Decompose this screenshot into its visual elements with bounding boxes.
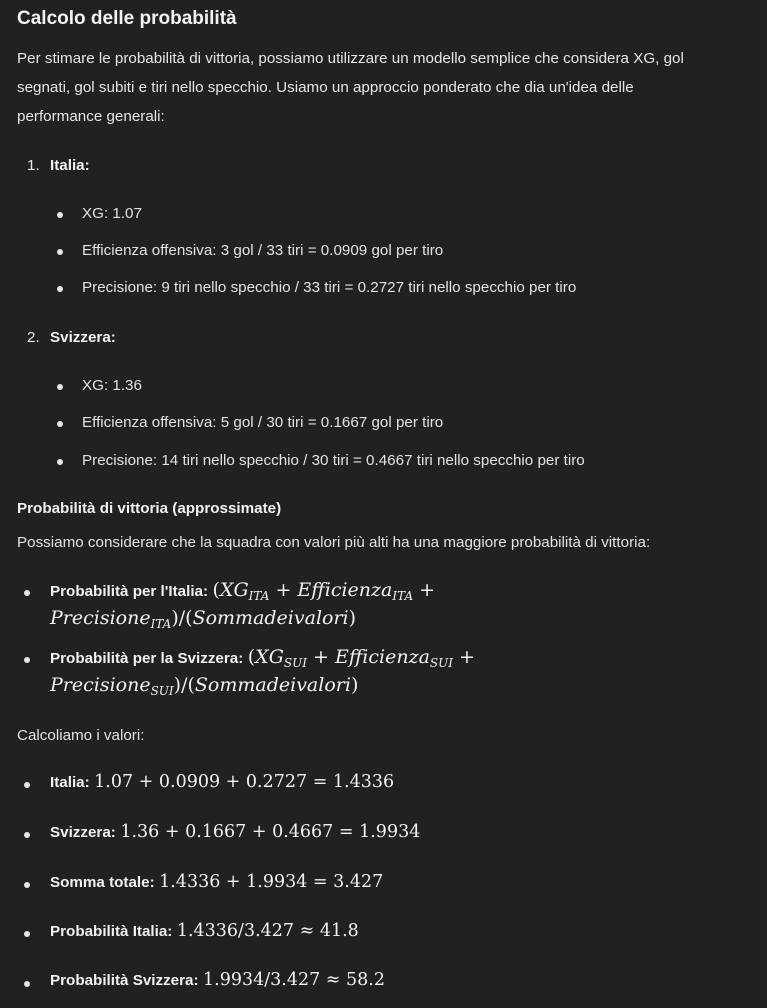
calc-expression: 1.4336/3.427 ≈ 41.8 [176, 921, 359, 941]
formula-expression-cont: Precisione$_{SUI}$)/(Sommadeivalori) [50, 674, 359, 698]
formula-label: Probabilità per la Svizzera: [50, 650, 244, 667]
formula-expression: ($XG_{ITA}$ + Efficienza$_{ITA}$ + [212, 579, 436, 603]
bullet-icon [57, 384, 63, 390]
calc-expression: 1.4336 + 1.9934 = 3.427 [159, 872, 384, 892]
bullet-icon [24, 782, 30, 788]
list-item: Efficienza offensiva: 5 gol / 30 tiri = 0.1667 gol per tiro [82, 414, 444, 431]
calc-intro: Calcoliamo i valori: [17, 727, 145, 744]
formula-expression-cont: Precisione$_{ITA}$)/(Sommadeivalori) [50, 607, 357, 631]
calc-expression: 1.36 + 0.1667 + 0.4667 = 1.9934 [120, 822, 421, 842]
team-name-svizzera: Svizzera: [50, 329, 116, 346]
list-number: 1. [27, 157, 40, 174]
bullet-icon [24, 981, 30, 987]
bullet-icon [57, 286, 63, 292]
bullet-icon [57, 459, 63, 465]
calc-somma [50, 872, 383, 892]
bullet-icon [24, 882, 30, 888]
calc-prob-italia [50, 921, 359, 941]
calc-italia [50, 772, 394, 792]
bullet-icon [57, 249, 63, 255]
list-item: XG: 1.07 [82, 205, 142, 222]
formula-label: Probabilità per l'Italia: [50, 583, 209, 600]
subsection-title: Probabilità di vittoria (approssimate) [17, 500, 282, 517]
list-item: Efficienza offensiva: 3 gol / 33 tiri = 0.0909 gol per tiro [82, 242, 444, 259]
bullet-icon [24, 832, 30, 838]
list-item: Precisione: 9 tiri nello specchio / 33 tiri = 0.2727 tiri nello specchio per tiro [82, 279, 577, 296]
calc-label: Probabilità Svizzera: [50, 972, 199, 989]
calc-expression: 1.07 + 0.0909 + 0.2727 = 1.4336 [94, 772, 395, 792]
calc-svizzera [50, 822, 420, 842]
formula-italia [50, 579, 435, 603]
calc-label: Italia: [50, 774, 90, 791]
intro-line-2: segnati, gol subiti e tiri nello specchio. Usiamo un approccio ponderato che dia un'idea delle [17, 79, 634, 96]
subsection-text: Possiamo considerare che la squadra con valori più alti ha una maggiore probabilità di vittoria: [17, 534, 651, 551]
bullet-icon [24, 931, 30, 937]
formula-expression: ($XG_{SUI}$ + Efficienza$_{SUI}$ + [247, 646, 475, 670]
list-item: Precisione: 14 tiri nello specchio / 30 tiri = 0.4667 tiri nello specchio per tiro [82, 452, 585, 469]
formula-svizzera [50, 646, 475, 670]
bullet-icon [24, 590, 30, 596]
list-item: XG: 1.36 [82, 377, 142, 394]
intro-line-1: Per stimare le probabilità di vittoria, possiamo utilizzare un modello semplice che considera XG, gol [17, 50, 684, 67]
calc-prob-svizzera [50, 970, 385, 990]
bullet-icon [57, 212, 63, 218]
calc-expression: 1.9934/3.427 ≈ 58.2 [203, 970, 385, 990]
section-heading: Calcolo delle probabilità [17, 8, 237, 29]
calc-label: Somma totale: [50, 874, 155, 891]
intro-line-3: performance generali: [17, 108, 165, 125]
calc-label: Svizzera: [50, 824, 116, 841]
bullet-icon [24, 657, 30, 663]
bullet-icon [57, 421, 63, 427]
calc-label: Probabilità Italia: [50, 923, 173, 940]
list-number: 2. [27, 329, 40, 346]
team-name-italia: Italia: [50, 157, 90, 174]
